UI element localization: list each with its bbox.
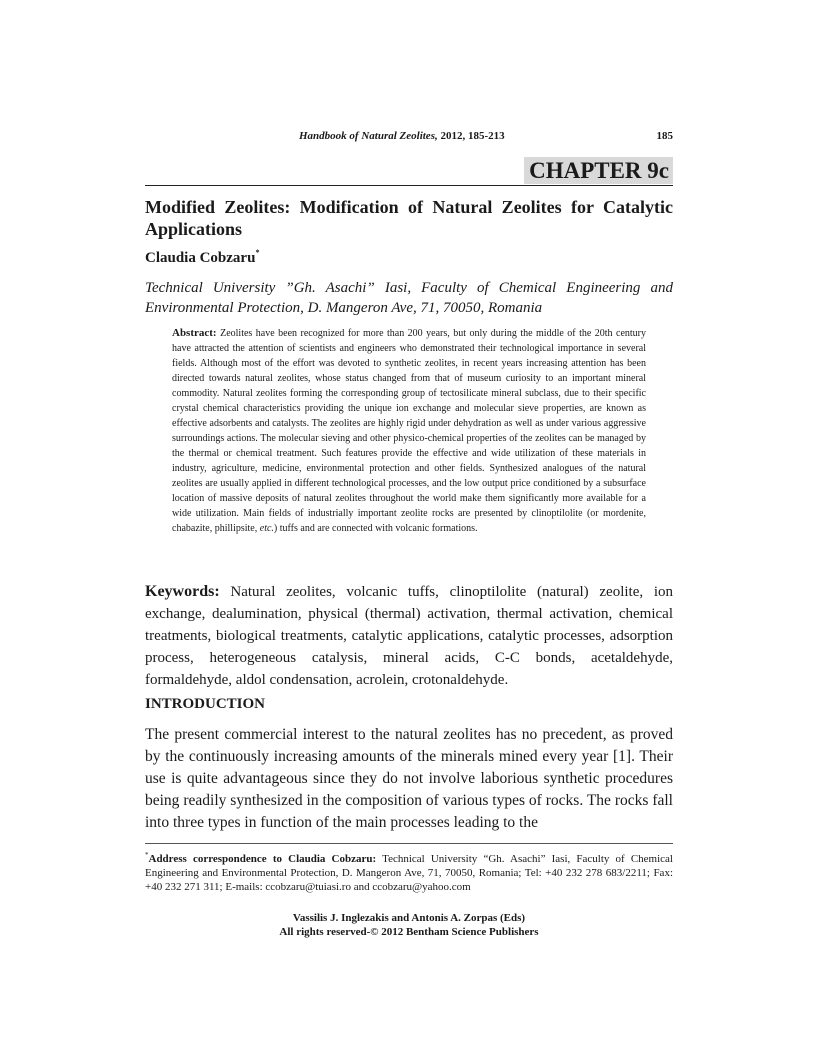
keywords-text: Natural zeolites, volcanic tuffs, clinoptilolite (natural) zeolite, ion exchange, dealumination, physical (thermal) activation, thermal activation, chemical treatments, biological treatments, catalytic applications, catalytic processes, adsorption process, heterogeneous catalysis, mineral acids, C-C bonds, acetaldehyde, formaldehyde, aldol condensation, acrolein, crotonaldehyde. <box>145 584 673 688</box>
abstract-text: Zeolites have been recognized for more than 200 years, but only during the middle of the 20th century have attracted the attention of scientists and engineers who demonstrated their technological importance in several fields. Although most of the effort was devoted to synthetic zeolites, in recent years increasing attention has been directed towards natural zeolites, whose status changed from that of museum curiosity to an important mineral commodity. Natural zeolites forming the corresponding group of tectosilicate mineral subclass, due to their specific crystal chemical characteristics providing the unique ion exchange and molecular sieve properties, are known as effective adsorbents and catalysts. The zeolites are highly rigid under dehydration as well as under various aggressive surroundings actions. The molecular sieving and other physico-chemical properties of the zeolites can be managed by the thermal or chemical treatment. Such features provide the effective and wide utilization of these materials in industry, agriculture, medicine, environmental protection and other fields. Synthesized analogues of the natural zeolites are usually applied in different technological processes, and the low output price conditioned by a subsurface location of massive deposits of natural zeolites throughout the world make them significantly more available for a wide utilization. Main fields of industrially important zeolite rocks are presented by clinoptilolite (or mordenite, chabazite, phillipsite, <box>172 328 646 534</box>
author-name: Claudia Cobzaru <box>145 250 256 266</box>
editors: Vassilis J. Inglezakis and Antonis A. Zorpas (Eds) <box>292 912 526 924</box>
affiliation: Technical University ”Gh. Asachi” Iasi, Faculty of Chemical Engineering and Environmental Protection, D. Mangeron Ave, 71, 70050, Romania <box>145 280 673 316</box>
publisher-info <box>145 911 673 939</box>
footnote-text: Technical University “Gh. Asachi” Iasi, Faculty of Chemical Engineering and Environmental Protection, D. Mangeron Ave, 71, 70050, Romania; Tel: +40 232 278 683/2211; Fax: +40 232 271 311; E-mails: ccobzaru@tuiasi.ro and ccobzaru@yahoo.com <box>145 853 673 893</box>
abstract-text-end: ) tuffs and are connected with volcanic formations. <box>273 523 478 534</box>
footnote-mark: * <box>145 851 149 859</box>
section-heading: INTRODUCTION <box>145 696 266 712</box>
article-title: Modified Zeolites: Modification of Natural Zeolites for Catalytic Applications <box>145 197 673 239</box>
keywords <box>145 581 673 691</box>
footnote-label: Address correspondence to Claudia Cobzaru: <box>148 853 377 865</box>
footnote-divider <box>145 843 673 844</box>
intro-paragraph: The present commercial interest to the natural zeolites has no precedent, as proved by the continuously increasing amounts of the minerals mined every year [1]. Their use is quite advantageous since they do not involve laborious synthetic procedures being readily synthesized in the composition of various types of rocks. The rocks fall into three types in function of the main processes leading to the <box>145 726 673 831</box>
copyright: All rights reserved-© 2012 Bentham Science Publishers <box>279 926 539 938</box>
footnote <box>145 848 673 894</box>
running-head <box>145 130 673 146</box>
author <box>145 248 259 267</box>
journal-year-pages: 2012, 185-213 <box>440 130 505 142</box>
journal-citation <box>299 130 505 142</box>
abstract <box>172 326 646 536</box>
header-divider <box>145 185 673 186</box>
author-mark: * <box>255 248 260 257</box>
page-number: 185 <box>656 130 673 142</box>
journal-title: Handbook of Natural Zeolites, <box>299 130 438 142</box>
keywords-label: Keywords: <box>145 583 220 600</box>
abstract-label: Abstract: <box>172 327 217 339</box>
chapter-label: CHAPTER 9c <box>524 157 673 184</box>
abstract-etc: etc. <box>259 523 274 534</box>
